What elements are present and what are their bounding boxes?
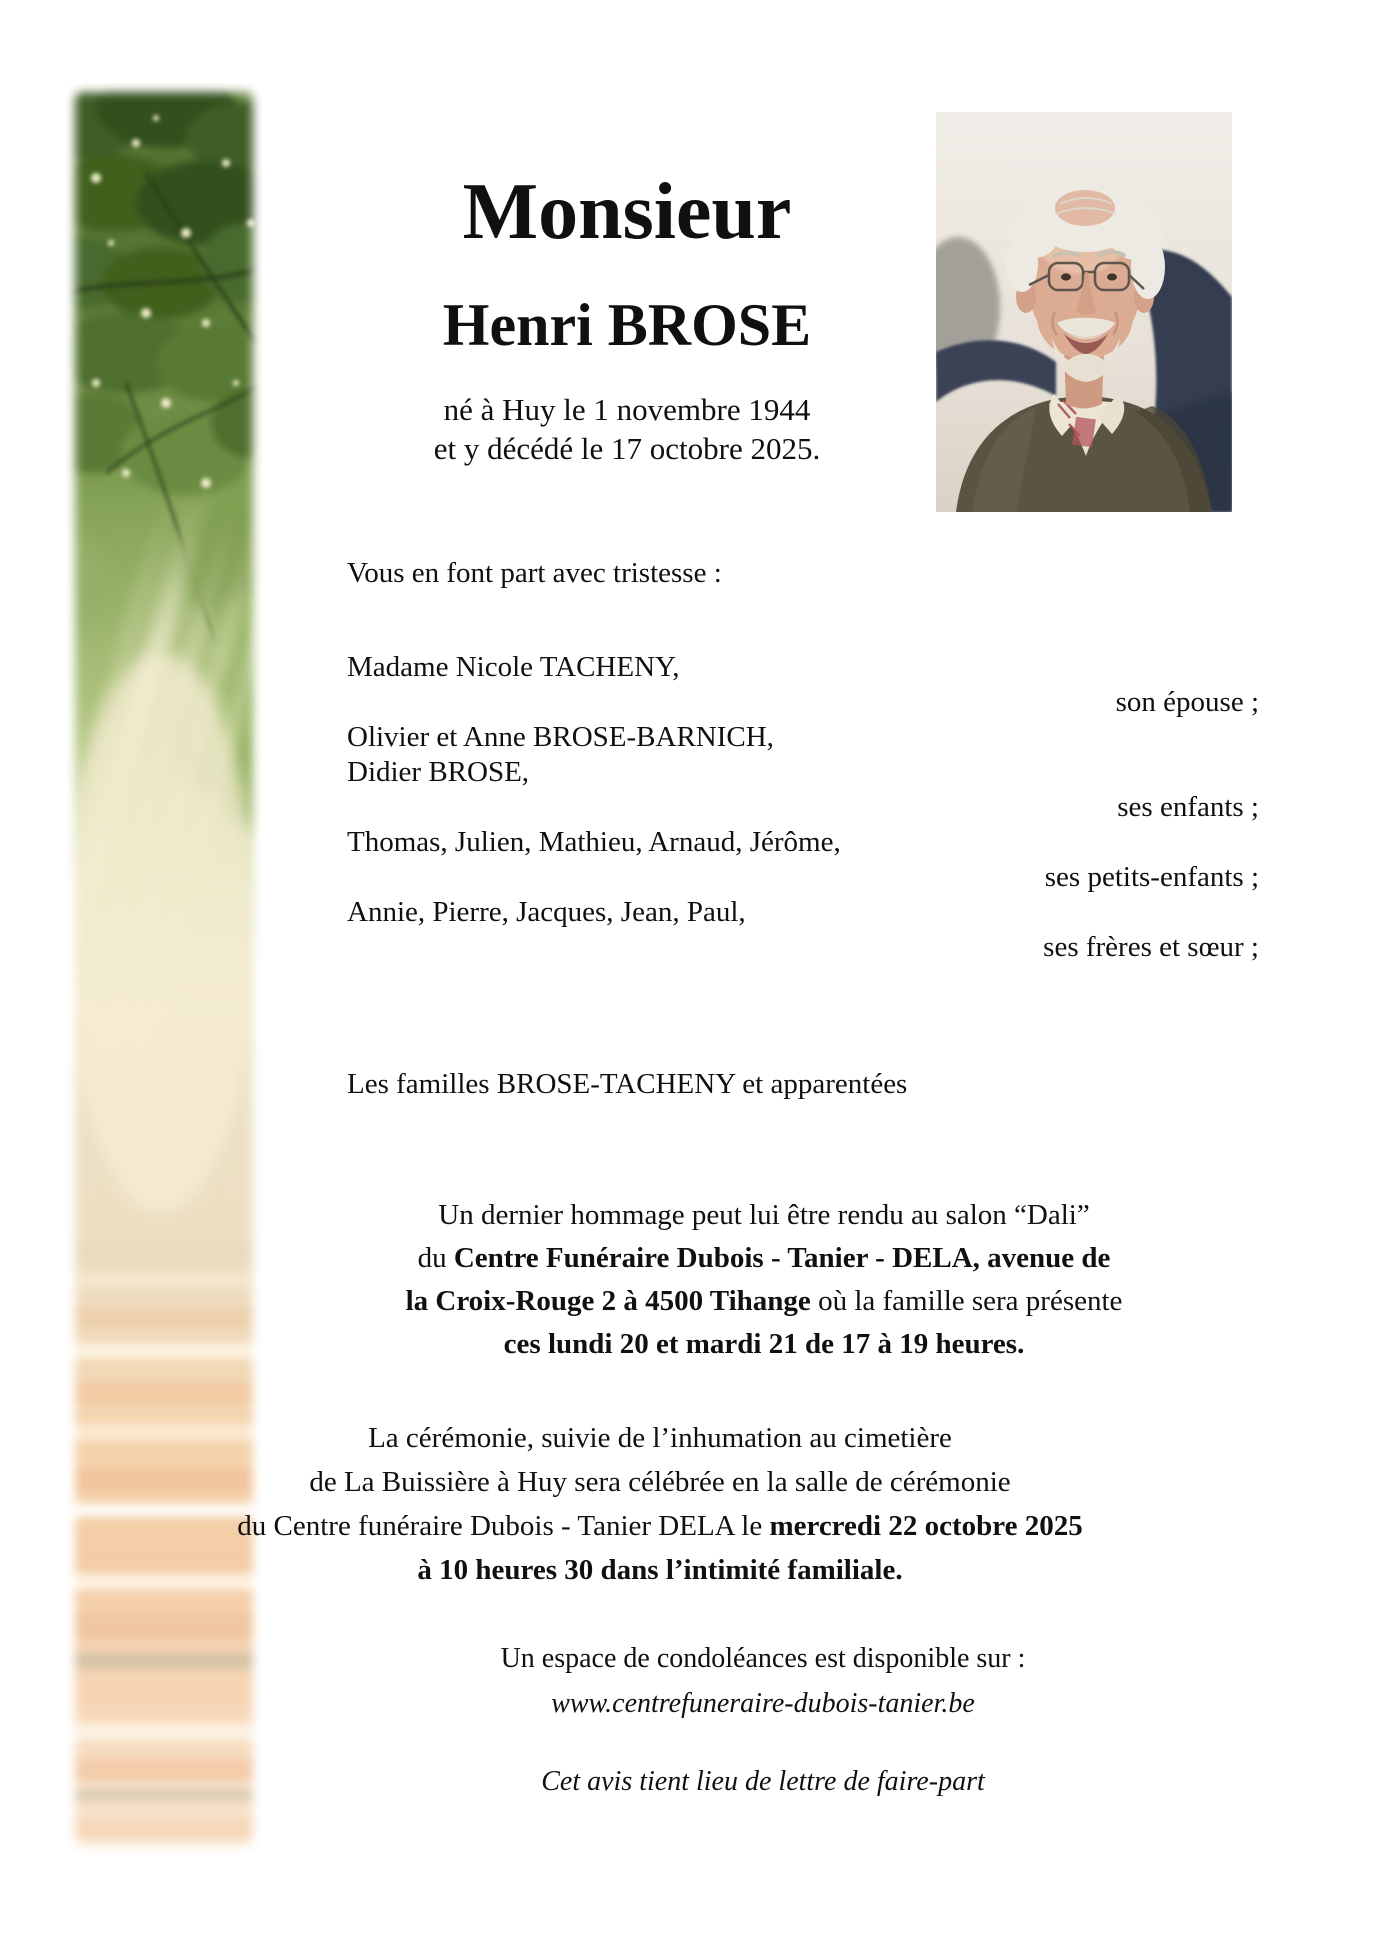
visitation-line: Un dernier hommage peut lui être rendu au salon “Dali” <box>438 1199 1090 1231</box>
visitation-line: du Centre Funéraire Dubois - Tanier - DELA, avenue de <box>417 1242 1111 1274</box>
visitation-line: ces lundi 20 et mardi 21 de 17 à 19 heures. <box>503 1328 1025 1360</box>
family-member-line: Thomas, Julien, Mathieu, Arnaud, Jérôme, <box>347 826 841 858</box>
ceremony-line: à 10 heures 30 dans l’intimité familiale. <box>417 1554 903 1586</box>
portrait-photo <box>936 112 1232 512</box>
civility-title: Monsieur <box>462 168 792 256</box>
website-url: www.centrefuneraire-dubois-tanier.be <box>551 1688 975 1719</box>
condolences-line: Un espace de condoléances est disponible sur : <box>500 1643 1026 1674</box>
ceremony-paragraph <box>210 1416 1110 1592</box>
ceremony-line: du Centre funéraire Dubois - Tanier DELA le mercredi 22 octobre 2025 <box>237 1510 1083 1542</box>
relation-line: ses petits-enfants ; <box>1044 861 1259 893</box>
ceremony-line: La cérémonie, suivie de l’inhumation au cimetière <box>368 1422 952 1454</box>
deceased-name: Henri BROSE <box>442 292 812 358</box>
family-list <box>347 650 1259 965</box>
ceremony-line: de La Buissière à Huy sera célébrée en la salle de cérémonie <box>309 1466 1011 1498</box>
announcement-line: Vous en font part avec tristesse : <box>347 557 722 589</box>
family-member-line: Didier BROSE, <box>347 756 530 788</box>
condolences-block <box>313 1636 1213 1726</box>
footer-note: Cet avis tient lieu de lettre de faire-part <box>541 1766 985 1797</box>
visitation-line: la Croix-Rouge 2 à 4500 Tihange où la famille sera présente <box>405 1285 1123 1317</box>
relation-line: ses frères et sœur ; <box>1043 931 1259 963</box>
relation-line: ses enfants ; <box>1117 791 1259 823</box>
families-line: Les familles BROSE-TACHENY et apparentées <box>347 1068 908 1100</box>
life-dates <box>277 390 977 468</box>
death-line: et y décédé le 17 octobre 2025. <box>433 431 821 466</box>
relation-line: son épouse ; <box>1115 686 1259 718</box>
visitation-paragraph <box>314 1194 1214 1366</box>
family-member-line: Madame Nicole TACHENY, <box>347 651 680 683</box>
family-member-line: Annie, Pierre, Jacques, Jean, Paul, <box>347 896 746 928</box>
birth-line: né à Huy le 1 novembre 1944 <box>443 392 811 427</box>
family-member-line: Olivier et Anne BROSE-BARNICH, <box>347 721 774 753</box>
